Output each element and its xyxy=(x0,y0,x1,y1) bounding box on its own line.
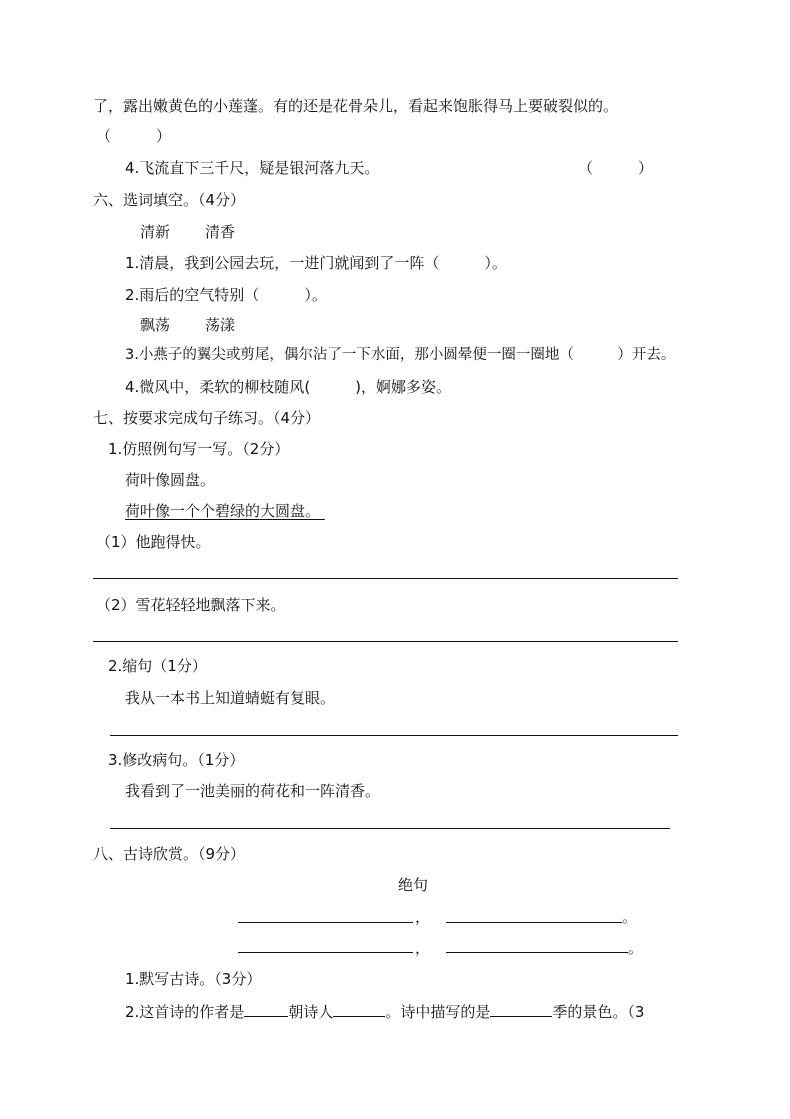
punctuation: ， xyxy=(415,939,431,957)
poem-blank[interactable] xyxy=(446,922,622,923)
example-sentence: 荷叶像圆盘。 xyxy=(125,471,216,489)
answer-parentheses: （ ） xyxy=(96,127,172,145)
practice-sentence: （2）雪花轻轻地飘落下来。 xyxy=(96,596,286,614)
punctuation: 。 xyxy=(628,939,644,957)
punctuation: ， xyxy=(415,908,431,926)
poet-name-blank[interactable] xyxy=(333,1000,385,1017)
word-choice: 飘荡 xyxy=(140,316,171,334)
poem-blank[interactable] xyxy=(238,952,413,953)
section-heading: 七、按要求完成句子练习。（4分） xyxy=(93,409,321,427)
author-dynasty-blank[interactable] xyxy=(244,1000,288,1017)
example-answer: 荷叶像一个个碧绿的大圆盘。 xyxy=(125,502,321,520)
question-3: 3.小燕子的翼尖或剪尾，偶尔沾了一下水面，那小圆晕便一圈一圈地（ ）开去。 xyxy=(125,347,676,363)
sub-question-title: 1.仿照例句写一写。（2分） xyxy=(108,440,290,458)
answer-line[interactable] xyxy=(110,828,670,829)
answer-line[interactable] xyxy=(110,735,678,736)
question-1: 1.清晨，我到公园去玩，一进门就闻到了一阵（ ）。 xyxy=(125,254,507,272)
question-4: 4.微风中，柔软的柳枝随风( )，婀娜多姿。 xyxy=(125,378,452,396)
sentence-to-shorten: 我从一本书上知道蜻蜓有复眼。 xyxy=(125,689,336,707)
punctuation: 。 xyxy=(622,908,638,926)
question-1: 1.默写古诗。（3分） xyxy=(125,970,262,988)
sentence-to-correct: 我看到了一池美丽的荷花和一阵清香。 xyxy=(125,782,381,800)
section-heading: 八、古诗欣赏。（9分） xyxy=(93,845,246,863)
word-choice: 清香 xyxy=(205,223,236,241)
item-4: 4.飞流直下三千尺，疑是银河落九天。 xyxy=(125,159,380,177)
practice-sentence: （1）他跑得快。 xyxy=(96,533,211,551)
poem-title: 绝句 xyxy=(398,876,429,894)
section-heading: 六、选词填空。（4分） xyxy=(93,191,246,209)
sub-question-title: 3.修改病句。（1分） xyxy=(108,751,245,769)
season-blank[interactable] xyxy=(490,1000,552,1017)
answer-parentheses: （ ） xyxy=(578,159,654,177)
word-choice: 清新 xyxy=(140,223,171,241)
poem-blank[interactable] xyxy=(238,922,413,923)
question-2: 2.雨后的空气特别（ ）。 xyxy=(125,286,327,304)
passage-line: 了，露出嫩黄色的小莲蓬。有的还是花骨朵儿，看起来饱胀得马上要破裂似的。 xyxy=(93,97,619,115)
answer-line[interactable] xyxy=(93,641,678,642)
sub-question-title: 2.缩句（1分） xyxy=(108,657,207,675)
question-2: 2.这首诗的作者是 朝诗人 。诗中描写的是 季的景色。（3 xyxy=(125,1000,644,1022)
answer-line[interactable] xyxy=(93,578,678,579)
word-choice: 荡漾 xyxy=(205,316,236,334)
poem-blank[interactable] xyxy=(446,952,628,953)
